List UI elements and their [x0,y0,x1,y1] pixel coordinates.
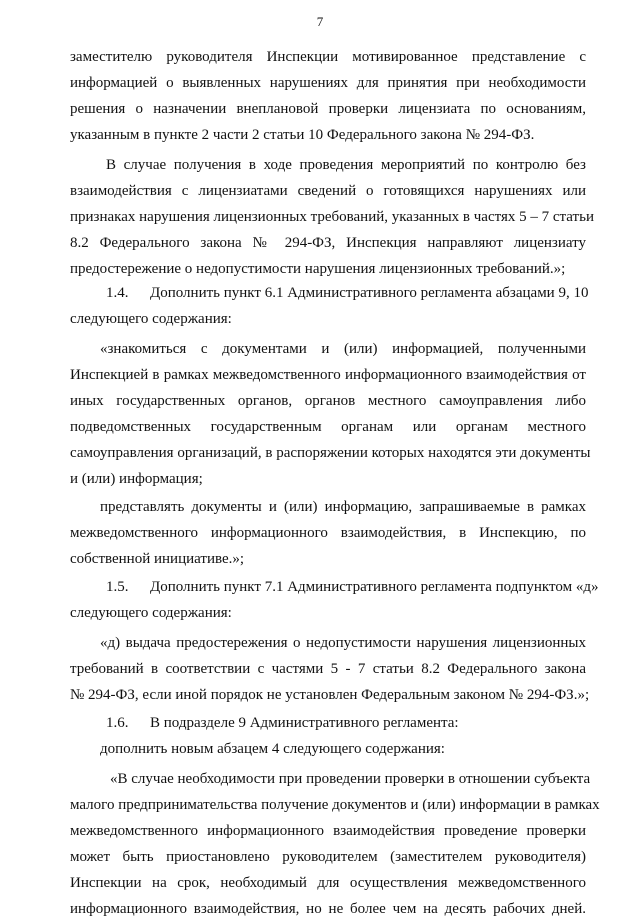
text-line: дополнить новым абзацем 4 следующего содержания: [100,741,445,757]
text-line: Инспекции на срок, необходимый для осуществления межведомственного [70,875,586,891]
text-line: решения о назначении внеплановой проверки лицензиата по основаниям, [70,101,586,117]
text-line: предостережение о недопустимости нарушения лицензионных требований.»; [70,261,566,277]
text-line: 8.2 Федерального закона № 294-ФЗ, Инспекция направляют лицензиату [70,235,586,251]
text-line: Инспекцией в рамках межведомственного информационного взаимодействия от [70,367,586,383]
text-line: межведомственного информационного взаимодействия, в Инспекцию, по [70,525,586,541]
text-line: самоуправления организаций, в распоряжении которых находятся эти документы [70,445,591,461]
text-line: малого предпринимательства получение документов и (или) информации в рамках [70,797,600,813]
text-line: и (или) информация; [70,471,203,487]
text-line: признаках нарушения лицензионных требований, указанных в частях 5 – 7 статьи [70,209,594,225]
item-number: 1.6. [106,715,129,731]
item-number: 1.4. [106,285,129,301]
text-line: требований в соответствии с частями 5 - 7 статьи 8.2 Федерального закона [70,661,586,677]
text-line: указанным в пункте 2 части 2 статьи 10 Федерального закона № 294-ФЗ. [70,127,535,143]
text-line: собственной инициативе.»; [70,551,245,567]
text-line: Дополнить пункт 7.1 Административного регламента подпунктом «д» [150,579,599,595]
text-line: В случае получения в ходе проведения мероприятий по контролю без [106,157,586,173]
text-line: межведомственного информационного взаимодействия проведение проверки [70,823,586,839]
text-line: иных государственных органов, органов местного самоуправления либо [70,393,586,409]
text-line: «знакомиться с документами и (или) информацией, полученными [100,341,586,357]
text-line: № 294-ФЗ, если иной порядок не установлен Федеральным законом № 294-ФЗ.»; [70,687,590,703]
text-line: следующего содержания: [70,605,232,621]
page-number: 7 [316,14,324,29]
text-line: заместителю руководителя Инспекции мотивированное представление с [70,49,586,65]
text-line: «д) выдача предостережения о недопустимости нарушения лицензионных [100,635,586,651]
text-line: подведомственных государственным органам или органам местного [70,419,586,435]
text-line: следующего содержания: [70,311,232,327]
text-line: В подразделе 9 Административного регламента: [150,715,459,731]
text-line: взаимодействия с лицензиатами сведений о готовящихся нарушениях или [70,183,586,199]
text-line: информацией о выявленных нарушениях для принятия при необходимости [70,75,586,91]
text-line: «В случае необходимости при проведении проверки в отношении субъекта [110,771,591,787]
item-number: 1.5. [106,579,129,595]
text-line: представлять документы и (или) информацию, запрашиваемые в рамках [100,499,586,515]
text-line: Дополнить пункт 6.1 Административного регламента абзацами 9, 10 [150,285,589,301]
text-line: может быть приостановлено руководителем (заместителем руководителя) [70,849,586,865]
text-line: информационного взаимодействия, но не более чем на десять рабочих дней. [70,901,586,917]
